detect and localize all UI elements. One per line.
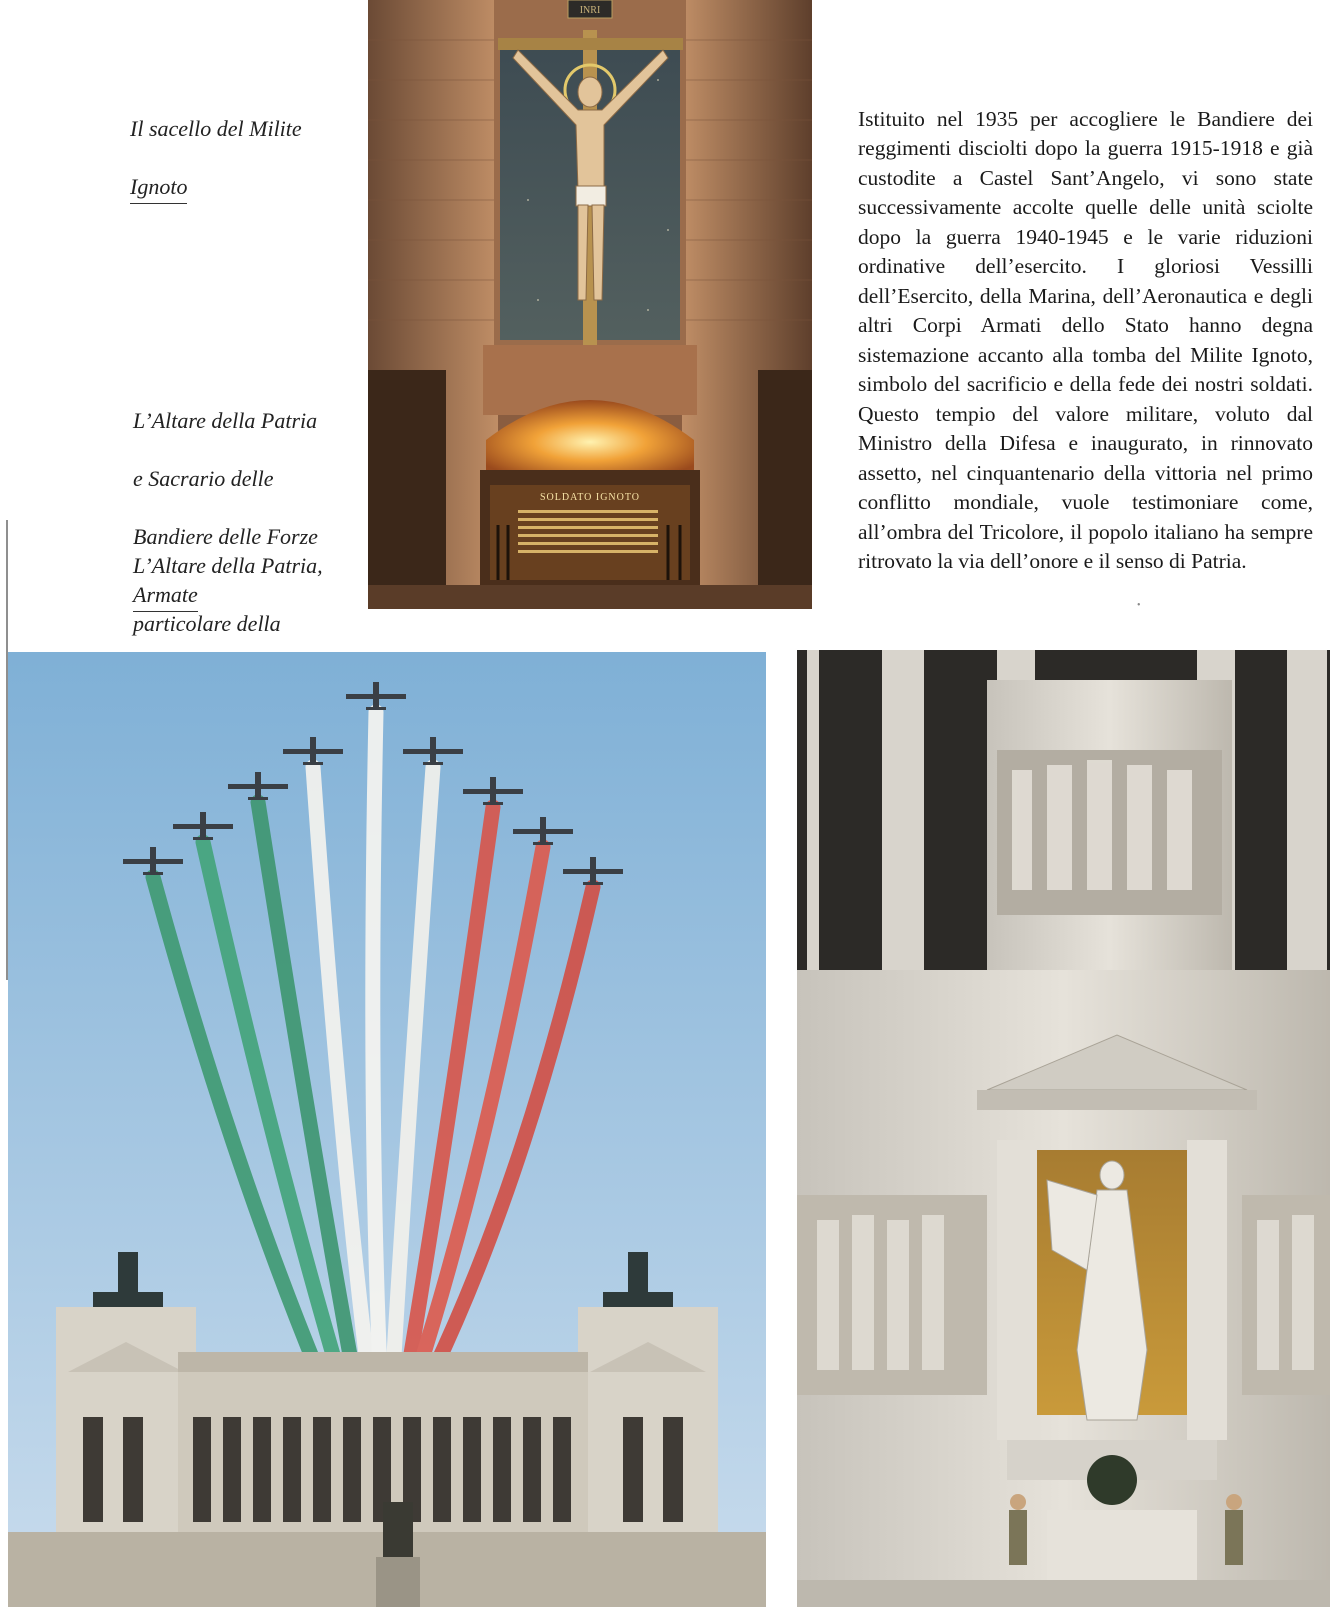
soldato-ignoto-label: SOLDATO IGNOTO [539,492,641,503]
caption-altare-sacrario-line3: Bandiere delle Forze [133,524,318,549]
photo-frecce-tricolori [8,652,766,1607]
inri-label: INRI [579,5,601,16]
photo-sacello-milite-ignoto [368,0,812,609]
caption-altare-sacrario-line1: L’Altare della Patria [133,408,318,433]
caption-altare-sacrario-line4: Armate [133,580,198,612]
caption-sacello-line2: Ignoto [130,172,187,204]
caption-sacello-line1: Il sacello del Milite [130,116,302,141]
sacello-illustration [368,0,812,609]
photo-dea-roma [797,650,1330,1607]
dea-roma-illustration [797,650,1330,1607]
caption-sacello [130,85,340,233]
body-paragraph: Istituito nel 1935 per accogliere le Bandiere dei reggimenti disciolti dopo la guerra 1915-1918 e già custodite a Castel Sant’Angelo, vi sono state successivamente accolte quelle delle unità sciolte dopo la guerra 1940-1945 e le varie riduzioni ordinative dell’esercito. I gloriosi Vessilli dell’Esercito, della Marina, dell’Aeronautica e degli altri Corpi Armati dello Stato hanno degna sistemazione accanto alla tomba del Milite Ignoto, simbolo del sacrificio e della fede dei nostri soldati. Questo tempio del valore militare, voluto dal Ministro della Difesa e inaugurato, in rinnovato assetto, nel cinquantenario della vittoria nel primo conflitto mondiale, vuole testimoniare come, all’ombra del Tricolore, il popolo italiano ha sempre ritrovato la via dell’onore e il senso di Patria. [858,106,1313,573]
caption-altare-sacrario-line2: e Sacrario delle [133,466,274,491]
frecce-tricolori-illustration [8,652,766,1607]
print-mark: • [1137,600,1141,611]
caption-altare-dea-line2: particolare della [133,611,281,636]
caption-altare-dea-line1: L’Altare della Patria, [133,553,323,578]
